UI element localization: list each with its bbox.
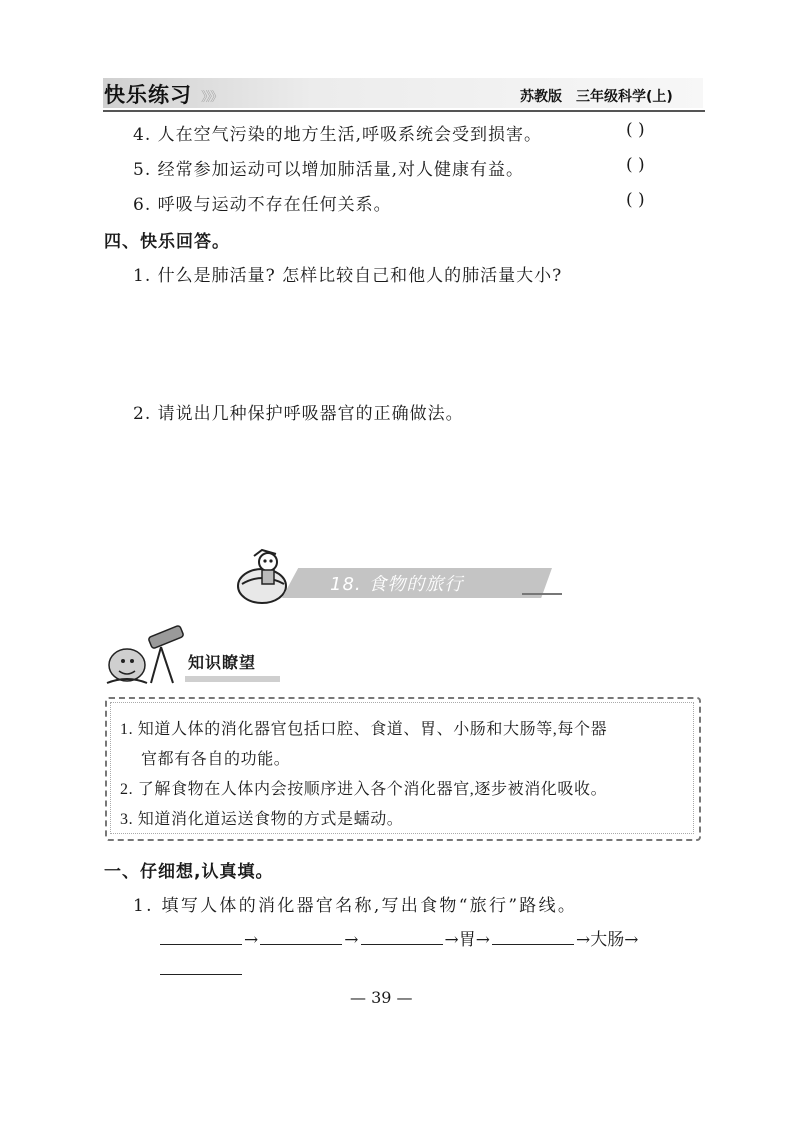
judge-item-6: 6. 呼吸与运动不存在任何关系。 <box>133 195 392 215</box>
question-1-1: 1. 填写人体的消化器官名称,写出食物“旅行”路线。 <box>133 896 578 916</box>
lesson-banner <box>232 548 562 610</box>
header-grade: 三年级科学(上) <box>576 89 673 105</box>
knowledge-item-3: 3. 知道消化道运送食物的方式是蠕动。 <box>120 811 404 828</box>
knowledge-item-1-cont: 官都有各自的功能。 <box>141 751 291 768</box>
digestive-route: → → →胃→ →大肠→ <box>158 925 639 950</box>
page-number: — 39 — <box>350 988 413 1007</box>
judge-item-4: 4. 人在空气污染的地方生活,呼吸系统会受到损害。 <box>133 125 543 145</box>
header-divider <box>103 110 705 112</box>
blank-4[interactable] <box>492 928 574 945</box>
judge-answer-6[interactable]: ( ) <box>626 190 645 210</box>
section-4-title: 四、快乐回答。 <box>104 232 230 252</box>
judge-answer-4[interactable]: ( ) <box>626 120 645 140</box>
telescope-mascot-icon <box>103 625 189 689</box>
blank-5[interactable] <box>160 958 242 975</box>
blank-1[interactable] <box>160 928 242 945</box>
mascot-globe-icon <box>232 548 296 610</box>
judge-item-5: 5. 经常参加运动可以增加肺活量,对人健康有益。 <box>133 160 525 180</box>
section-1-title: 一、仔细想,认真填。 <box>104 862 274 882</box>
question-4-2: 2. 请说出几种保护呼吸器官的正确做法。 <box>133 404 464 424</box>
knowledge-heading: 知识瞭望 <box>188 653 257 672</box>
header-edition: 苏教版 <box>520 89 562 105</box>
organ-stomach: 胃 <box>458 930 476 950</box>
header-book-info <box>520 86 673 106</box>
blank-2[interactable] <box>260 928 342 945</box>
judge-answer-5[interactable]: ( ) <box>626 155 645 175</box>
lesson-title: 18. 食物的旅行 <box>330 574 464 595</box>
header-title: 快乐练习 <box>104 83 192 107</box>
header-arrows-icon: 》》》 <box>201 90 222 105</box>
organ-large-intestine: 大肠 <box>590 930 625 950</box>
knowledge-item-1: 1. 知道人体的消化器官包括口腔、食道、胃、小肠和大肠等,每个器 <box>120 721 608 738</box>
knowledge-item-2: 2. 了解食物在人体内会按顺序进入各个消化器官,逐步被消化吸收。 <box>120 781 608 798</box>
question-4-1: 1. 什么是肺活量? 怎样比较自己和他人的肺活量大小? <box>133 266 563 286</box>
blank-3[interactable] <box>361 928 443 945</box>
